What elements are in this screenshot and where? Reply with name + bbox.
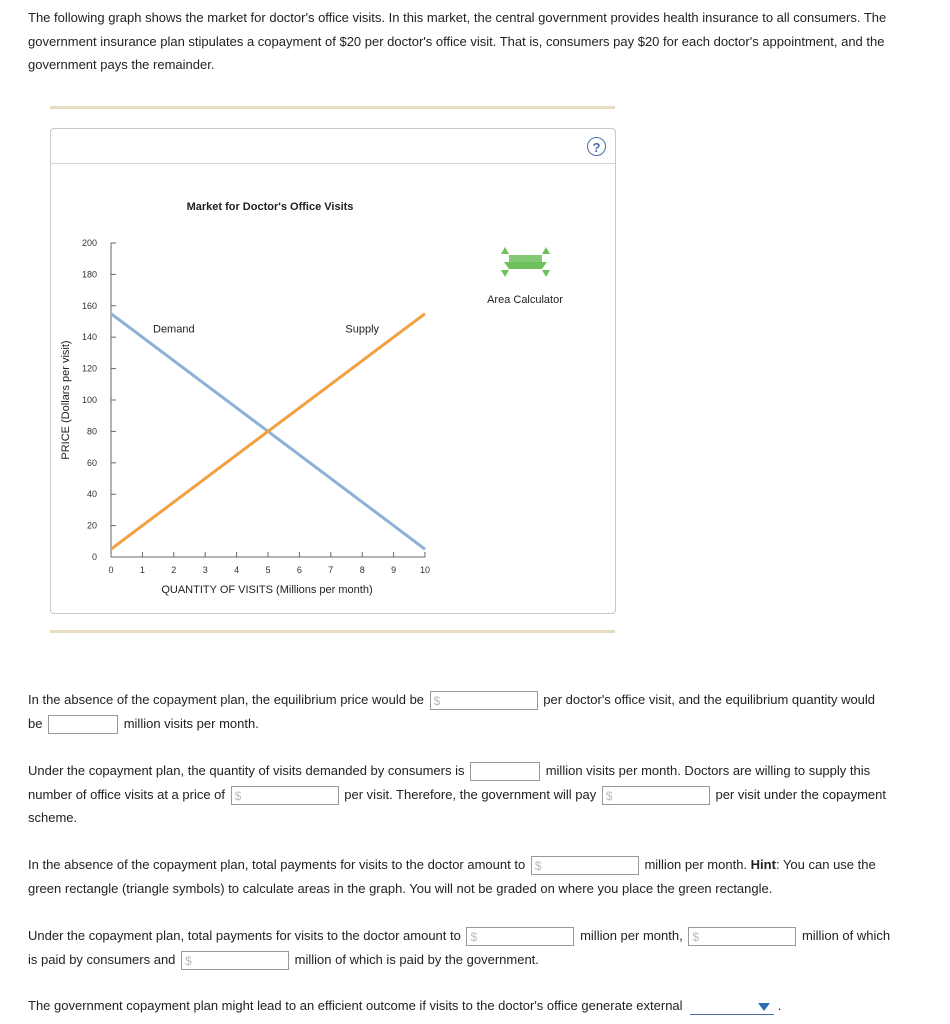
y-tick-label: 120 xyxy=(81,363,97,374)
consumer-paid-input[interactable]: $ xyxy=(688,927,796,946)
total-payments-copay-input[interactable]: $ xyxy=(466,927,574,946)
triangle-handle-icon xyxy=(542,270,550,277)
x-tick-label: 5 xyxy=(265,565,271,575)
x-tick-label: 7 xyxy=(328,565,334,575)
quantity-demanded-input[interactable] xyxy=(470,762,540,781)
y-tick-label: 140 xyxy=(81,332,97,343)
x-tick-label: 10 xyxy=(419,565,431,575)
x-tick-label: 3 xyxy=(202,565,208,575)
y-tick-label: 80 xyxy=(86,426,97,437)
y-tick-label: 100 xyxy=(81,395,97,405)
supply-label: Supply xyxy=(345,323,380,336)
government-pay-input[interactable]: $ xyxy=(602,786,710,805)
x-tick-label: 0 xyxy=(108,565,114,575)
triangle-handle-icon xyxy=(501,247,509,254)
y-tick-label: 60 xyxy=(86,457,97,468)
chart-title: Market for Doctor's Office Visits xyxy=(186,201,354,213)
chevron-down-icon[interactable] xyxy=(758,1003,770,1011)
x-tick-label: 1 xyxy=(139,565,145,575)
y-axis-label: PRICE (Dollars per visit) xyxy=(60,340,72,460)
x-tick-label: 6 xyxy=(296,565,302,575)
question-5: The government copayment plan might lead to an efficient outcome if visits to the doctor's office generate external . xyxy=(28,998,782,1013)
divider-top xyxy=(50,106,615,109)
y-tick-label: 160 xyxy=(81,300,97,311)
demand-label: Demand xyxy=(153,323,195,336)
triangle-handle-icon xyxy=(501,270,509,277)
y-tick-label: 40 xyxy=(86,489,97,500)
question-1: In the absence of the copayment plan, the equilibrium price would be $ per doctor's office visit, and the equilibrium quantity would be million visits per month. xyxy=(28,688,928,735)
question-2: Under the copayment plan, the quantity of visits demanded by consumers is million visits per month. Doctors are willing to supply this number of office visits at a price of $ per visit. Therefore, the government will pay $ per visit under the copayment scheme. xyxy=(28,763,887,825)
total-payments-no-copay-input[interactable]: $ xyxy=(531,856,639,875)
x-tick-label: 2 xyxy=(171,565,177,575)
graph-panel xyxy=(50,128,616,614)
equilibrium-price-input[interactable]: $ xyxy=(430,691,538,710)
chart xyxy=(51,129,615,613)
equilibrium-quantity-input[interactable] xyxy=(48,715,118,734)
y-tick-label: 200 xyxy=(81,238,97,248)
question-3: In the absence of the copayment plan, total payments for visits to the doctor amount to $ million per month. Hint: You can use the green rectangle (triangle symbols) to calculate areas in the graph. You will not be graded on where you place the green rectangle. xyxy=(28,857,876,896)
y-tick-label: 0 xyxy=(91,552,97,562)
y-tick-label: 180 xyxy=(81,269,97,280)
y-tick-label: 20 xyxy=(86,520,97,531)
x-axis-label: QUANTITY OF VISITS (Millions per month) xyxy=(161,584,373,596)
government-paid-input[interactable]: $ xyxy=(181,951,289,970)
area-calculator-label: Area Calculator xyxy=(487,294,563,306)
x-tick-label: 8 xyxy=(359,565,365,575)
series-group xyxy=(111,314,425,550)
intro-text: The following graph shows the market for doctor's office visits. In this market, the central government provides health insurance to all consumers. The government insurance plan stipulates a copayment of $20 per doctor's office visit. That is, consumers pay $20 for each doctor's appointment, and the government pays the remainder. xyxy=(28,10,887,72)
triangle-handle-icon xyxy=(542,247,550,254)
x-tick-label: 9 xyxy=(391,565,397,575)
help-icon[interactable]: ? xyxy=(587,137,606,156)
question-4: Under the copayment plan, total payments for visits to the doctor amount to $ million per month, $ million of which is paid by consumers and $ million of which is paid by the government. xyxy=(28,928,891,968)
axes xyxy=(82,238,430,575)
area-calculator-tool[interactable] xyxy=(501,247,550,277)
externality-dropdown[interactable] xyxy=(690,999,774,1015)
x-tick-label: 4 xyxy=(234,565,240,575)
supply-price-input[interactable]: $ xyxy=(231,786,339,805)
divider-bottom xyxy=(50,630,615,633)
